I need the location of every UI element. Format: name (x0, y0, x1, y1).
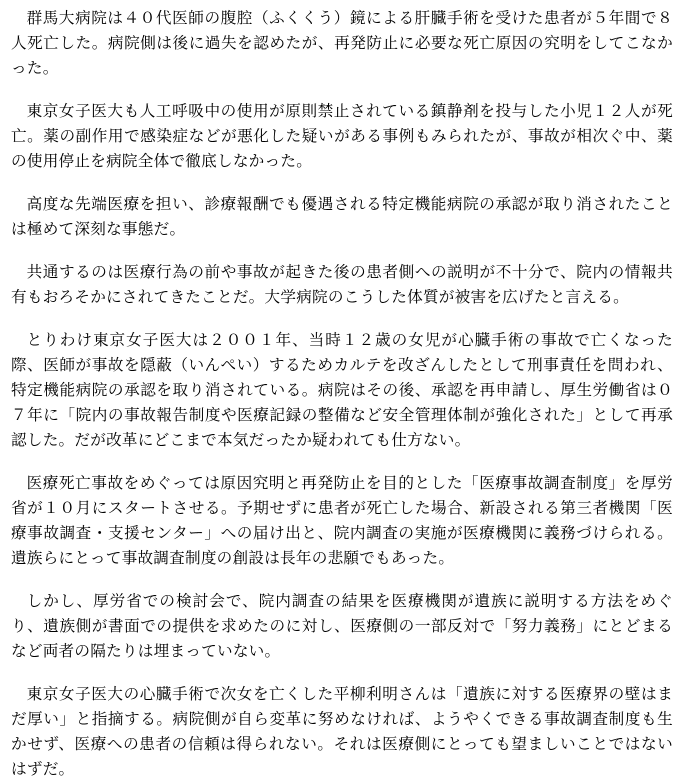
paragraph-8: 東京女子医大の心臓手術で次女を亡くした平柳利明さんは「遺族に対する医療界の壁はまだ厚い」と指摘する。病院側が自ら変革に努めなければ、ようやくできる事故調査制度も生かせず、医療への患者の信頼は得られない。それは医療側にとっても望ましいことではないはずだ。 (11, 685, 673, 778)
paragraph-3: 高度な先端医療を担い、診療報酬でも優遇される特定機能病院の承認が取り消されたことは極めて深刻な事態だ。 (11, 195, 673, 238)
paragraph-5: とりわけ東京女子医大は２００１年、当時１２歳の女児が心臓手術の事故で亡くなった際、医師が事故を隠蔽（いんぺい）するためカルテを改ざんしたとして刑事責任を問われ、特定機能病院の承認を取り消されている。病院はその後、承認を再申請し、厚生労働省は０７年に「院内の事故報告制度や医療記録の整備など安全管理体制が強化された」として再承認した。だが改革にどこまで本気だったか疑われても仕方ない。 (11, 331, 673, 449)
paragraph-2: 東京女子医大も人工呼吸中の使用が原則禁止されている鎮静剤を投与した小児１２人が死亡。薬の副作用で感染症などが悪化した疑いがある事例もみられたが、事故が相次ぐ中、薬の使用停止を病院全体で徹底しなかった。 (11, 102, 673, 170)
paragraph-7: しかし、厚労省での検討会で、院内調査の結果を医療機関が遺族に説明する方法をめぐり、遺族側が書面での提供を求めたのに対し、医療側の一部反対で「努力義務」にとどまるなど両者の隔たりは埋まっていない。 (11, 592, 673, 660)
paragraph-1: 群馬大病院は４０代医師の腹腔（ふくくう）鏡による肝臓手術を受けた患者が５年間で８人死亡した。病院側は後に過失を認めたが、再発防止に必要な死亡原因の究明をしてこなかった。 (11, 9, 673, 77)
paragraph-6: 医療死亡事故をめぐっては原因究明と再発防止を目的とした「医療事故調査制度」を厚労省が１０月にスタートさせる。予期せずに患者が死亡した場合、新設される第三者機関「医療事故調査・支援センター」への届け出と、院内調査の実施が医療機関に義務づけられる。遺族らにとって事故調査制度の創設は長年の悲願でもあった。 (11, 474, 673, 567)
paragraph-4: 共通するのは医療行為の前や事故が起きた後の患者側への説明が不十分で、院内の情報共有もおろそかにされてきたことだ。大学病院のこうした体質が被害を広げたと言える。 (11, 263, 673, 306)
